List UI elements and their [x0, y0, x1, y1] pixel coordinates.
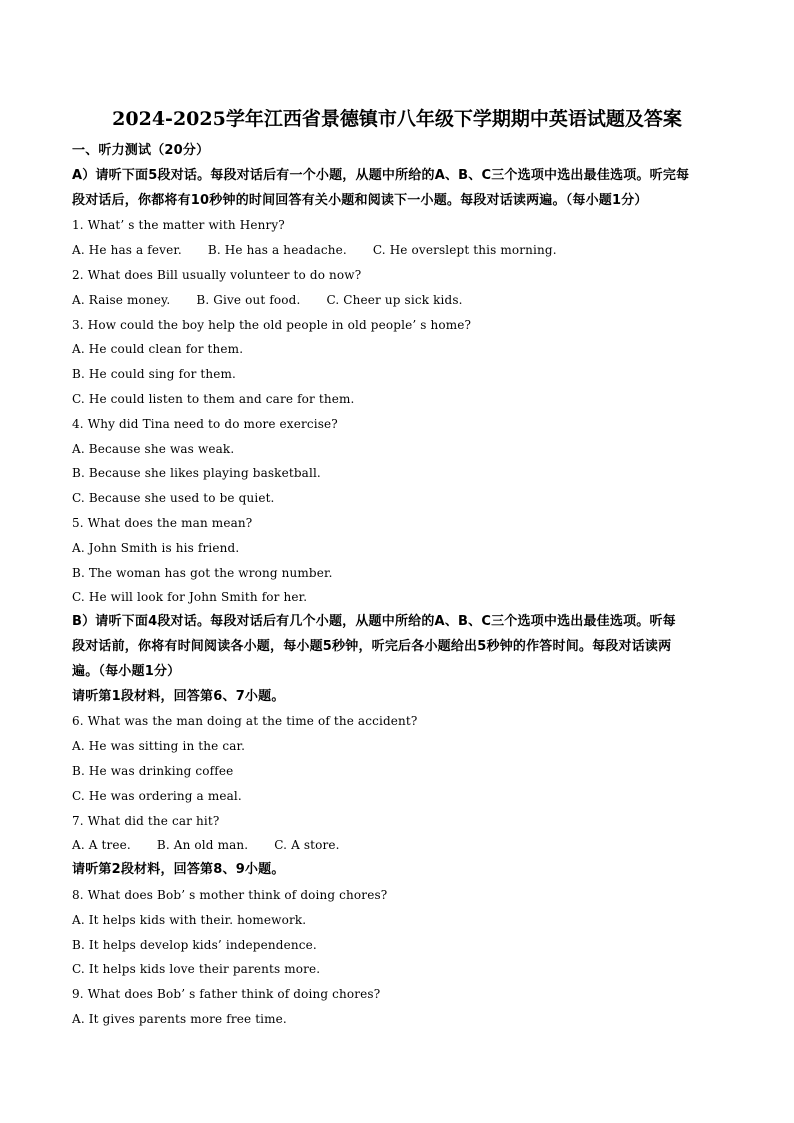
section-heading: A）请听下面5段对话。每段对话后有一个小题，从题中所给的A、B、C三个选项中选出最佳选项。听完每 — [72, 167, 690, 183]
question-line: A. Because she was weak. — [72, 441, 235, 456]
section-heading: 一、听力测试（20分） — [72, 143, 210, 158]
question-line: C. It helps kids love their parents more. — [72, 962, 321, 977]
question-line: 1. What’ s the matter with Henry? — [72, 218, 285, 233]
question-line: B. It helps develop kids’ independence. — [72, 937, 317, 952]
question-line: C. He will look for John Smith for her. — [72, 590, 308, 605]
section-heading: B）请听下面4段对话。每段对话后有几个小题，从题中所给的A、B、C三个选项中选出最佳选项。听每 — [72, 614, 676, 630]
option-text: B. He has a headache. — [207, 243, 347, 258]
option-text: C. He overslept this morning. — [372, 243, 557, 258]
question-line: A. He was sitting in the car. — [72, 739, 246, 754]
question-line: C. He was ordering a meal. — [72, 788, 242, 803]
question-line: A. It helps kids with their. homework. — [72, 912, 307, 927]
question-line: B. Because she likes playing basketball. — [72, 466, 321, 481]
options-row — [72, 238, 722, 263]
option-text: C. Cheer up sick kids. — [326, 292, 463, 307]
question-line: A. He could clean for them. — [72, 342, 244, 357]
question-line: C. He could listen to them and care for them. — [72, 391, 355, 406]
question-line: 7. What did the car hit? — [72, 813, 220, 828]
option-text: B. An old man. — [156, 838, 249, 853]
question-line: B. He could sing for them. — [72, 367, 237, 382]
question-line: A. John Smith is his friend. — [72, 540, 240, 555]
question-line: 8. What does Bob’ s mother think of doing chores? — [72, 887, 388, 902]
option-text: A. Raise money. — [72, 292, 171, 307]
document-body — [72, 139, 722, 1032]
page-title: 2024-2025学年江西省景德镇市八年级下学期期中英语试题及答案 — [112, 108, 682, 130]
question-line: B. He was drinking coffee — [72, 763, 234, 778]
section-heading: 段对话后，你都将有10秒钟的时间回答有关小题和阅读下一小题。每段对话读两遍。（每小题1分） — [72, 192, 648, 208]
question-line: A. It gives parents more free time. — [72, 1011, 287, 1026]
option-text: C. A store. — [274, 838, 340, 853]
options-row — [72, 288, 722, 313]
question-line: B. The woman has got the wrong number. — [72, 565, 333, 580]
question-line: 6. What was the man doing at the time of the accident? — [72, 714, 418, 729]
section-heading: 段对话前，你将有时间阅读各小题，每小题5秒钟，听完后各小题给出5秒钟的作答时间。每段对话读两 — [72, 638, 672, 654]
section-heading: 遍。（每小题1分） — [72, 663, 181, 679]
section-heading: 请听第2段材料，回答第8、9小题。 — [72, 862, 285, 878]
option-text: A. A tree. — [72, 838, 131, 853]
options-row — [72, 833, 722, 858]
question-line: 3. How could the boy help the old people in old people’ s home? — [72, 317, 472, 332]
question-line: 2. What does Bill usually volunteer to do now? — [72, 267, 362, 282]
question-line: 9. What does Bob’ s father think of doing chores? — [72, 987, 381, 1002]
question-line: 4. Why did Tina need to do more exercise? — [72, 416, 338, 431]
option-text: A. He has a fever. — [72, 243, 182, 258]
question-line: 5. What does the man mean? — [72, 515, 253, 530]
question-line: C. Because she used to be quiet. — [72, 491, 275, 506]
option-text: B. Give out food. — [196, 292, 301, 307]
section-heading: 请听第1段材料，回答第6、7小题。 — [72, 688, 285, 704]
